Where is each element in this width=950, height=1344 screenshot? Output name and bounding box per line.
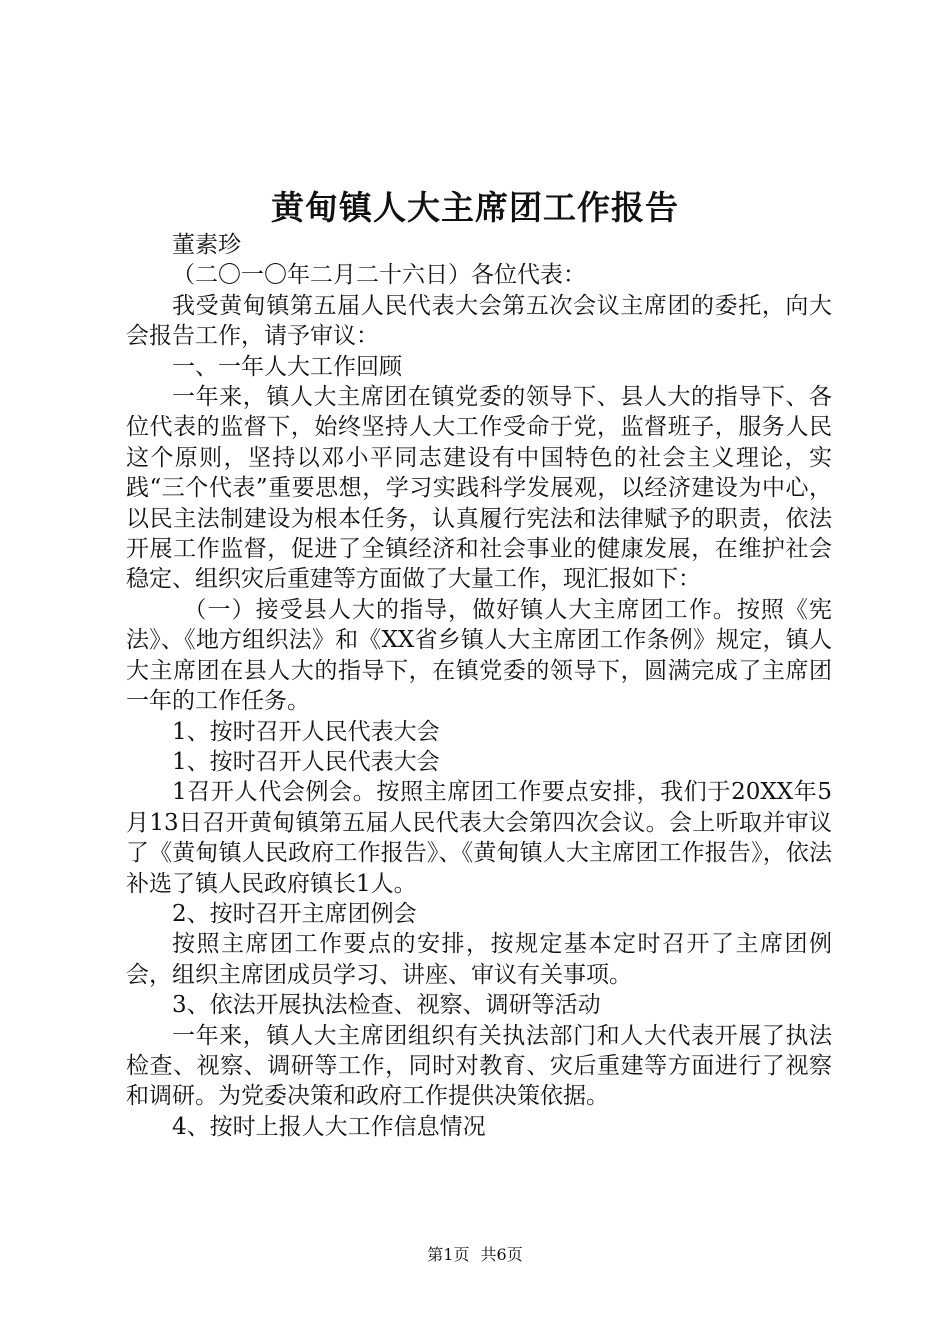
body-paragraph: 一年来，镇人大主席团组织有关执法部门和人大代表开展了执法检查、视察、调研等工作，同时对教育、灾后重建等方面进行了视察和调研。为党委决策和政府工作提供决策依据。: [126, 1022, 832, 1110]
body-paragraph: 一年来，镇人大主席团在镇党委的领导下、县人大的指导下、各位代表的监督下，始终坚持人大工作受命于党，监督班子，服务人民这个原则，坚持以邓小平同志建设有中国特色的社会主义理论，实践“三个代表”重要思想，学习实践科学发展观，以经济建设为中心，以民主法制建设为根本任务，认真履行宪法和法律赋予的职责，依法开展工作监督，促进了全镇经济和社会事业的健康发展，在维护社会稳定、组织灾后重建等方面做了大量工作，现汇报如下：: [126, 384, 832, 593]
body-paragraph: 按照主席团工作要点的安排，按规定基本定时召开了主席团例会，组织主席团成员学习、讲座、审议有关事项。: [126, 931, 832, 988]
page-footer: [0, 1244, 950, 1266]
body-paragraph: 1召开人代会例会。按照主席团工作要点安排，我们于20XX年5月13日召开黄甸镇第五届人民代表大会第四次会议。会上听取并审议了《黄甸镇人民政府工作报告》、《黄甸镇人大主席团工作报告》，依法补选了镇人民政府镇长1人。: [126, 779, 832, 897]
item-heading: 3、依法开展执法检查、视察、调研等活动: [172, 992, 601, 1019]
item-heading: 1、按时召开人民代表大会: [172, 718, 440, 745]
item-heading: 2、按时召开主席团例会: [172, 900, 417, 927]
subsection-paragraph: （一）接受县人大的指导，做好镇人大主席团工作。按照《宪法》、《地方组织法》和《XX省乡镇人大主席团工作条例》规定，镇人大主席团在县人大的指导下，在镇党委的领导下，圆满完成了主席团一年的工作任务。: [126, 596, 832, 715]
author-name: 董素珍: [172, 232, 241, 258]
date-and-salutation: （二〇一〇年二月二十六日）各位代表：: [172, 262, 586, 289]
opening-paragraph: 我受黄甸镇第五届人民代表大会第五次会议主席团的委托，向大会报告工作，请予审议：: [126, 292, 832, 350]
document-title: 黄甸镇人大主席团工作报告: [271, 188, 679, 227]
page-total: 共6页: [480, 1245, 523, 1264]
item-heading: 4、按时上报人大工作信息情况: [172, 1113, 486, 1140]
section-heading-review: 一、一年人大工作回顾: [172, 353, 402, 380]
page-number: 第1页: [427, 1245, 470, 1264]
item-heading: 1、按时召开人民代表大会: [172, 748, 440, 775]
document-body: [126, 230, 832, 1142]
